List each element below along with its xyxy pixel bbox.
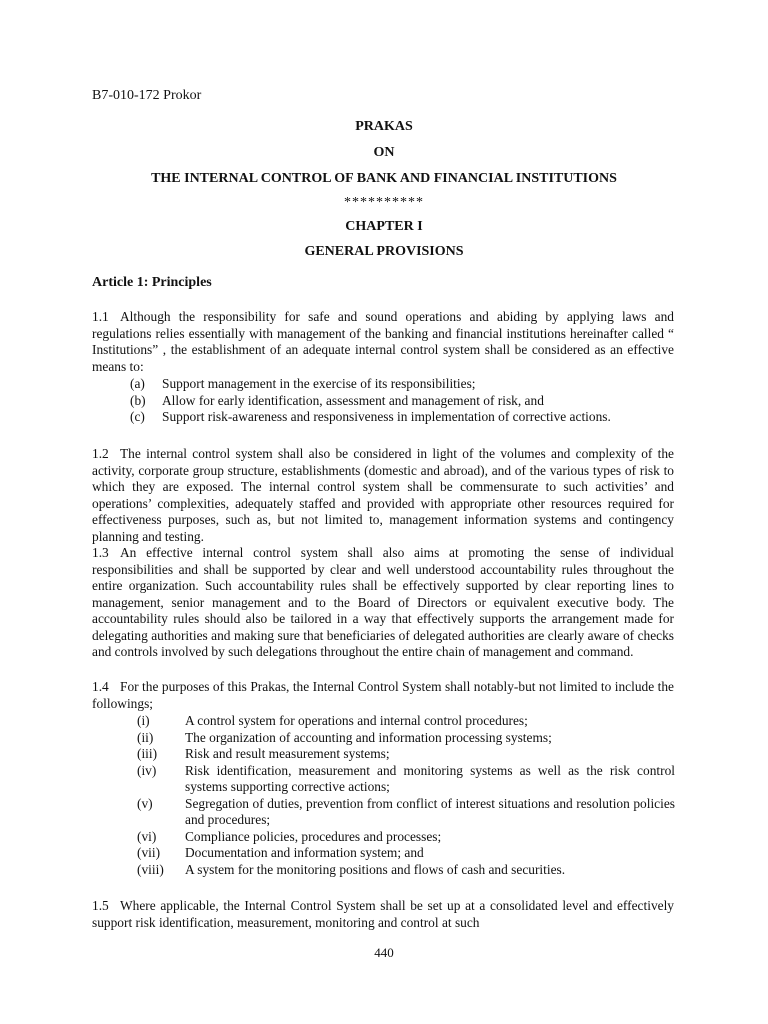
paragraph-1-2 <box>92 446 674 545</box>
list-marker: (b) <box>130 392 146 408</box>
list-item <box>0 713 675 730</box>
list-marker: (vi) <box>137 828 157 844</box>
list-item-text: Support management in the exercise of its responsibilities; <box>162 376 476 391</box>
list-marker: (c) <box>130 409 145 424</box>
list-item-text: Allow for early identification, assessment and management of risk, and <box>162 392 544 408</box>
list-item <box>0 376 682 393</box>
title-separator: ********** <box>344 195 424 210</box>
list-item-text: Support risk-awareness and responsiveness in implementation of corrective actions. <box>162 409 611 424</box>
title-subject: THE INTERNAL CONTROL OF BANK AND FINANCIAL INSTITUTIONS <box>151 171 617 186</box>
list-marker: (vii) <box>137 845 161 860</box>
list-marker: (a) <box>130 376 145 391</box>
list-marker: (ii) <box>137 729 154 745</box>
list-item-text: Segregation of duties, prevention from conflict of interest situations and resolution policies and procedures; <box>185 795 675 827</box>
paragraph-text: The internal control system shall also be considered in light of the volumes and complexity of the activity, corporate group structure, establishments (domestic and abroad), and of the various types of risk to which they are exposed. The internal control system shall be commensurate to such activities’ and operations’ complexities, adequately staffed and provided with appropriate other resources required for effectiveness purposes, such as, but not limited to, management information systems and contingency planning and testing. <box>92 446 674 544</box>
list-marker: (viii) <box>137 861 164 877</box>
page-number: 440 <box>374 945 394 960</box>
principles-list <box>0 376 768 426</box>
list-marker: (v) <box>137 795 153 811</box>
list-item-text: Compliance policies, procedures and processes; <box>185 828 442 844</box>
list-item-text: Risk and result measurement systems; <box>185 746 390 761</box>
paragraph-1-1 <box>92 309 674 375</box>
list-marker: (iii) <box>137 746 158 761</box>
list-item <box>0 862 675 879</box>
document-reference: B7-010-172 Prokor <box>92 88 202 103</box>
paragraph-text: Although the responsibility for safe and sound operations and abiding by applying laws and regulations relies essentially with management of the banking and financial institutions hereinafter called “ Institutions” , the establishment of an adequate internal control system shall be considered as an effective means to: <box>92 309 674 374</box>
list-item <box>0 845 675 862</box>
list-item <box>0 730 675 747</box>
list-item-text: A system for the monitoring positions and flows of cash and securities. <box>185 861 566 877</box>
list-item-text: The organization of accounting and information processing systems; <box>185 729 552 745</box>
list-item-text: Documentation and information system; and <box>185 845 424 860</box>
list-item-text: Risk identification, measurement and monitoring systems as well as the risk control systems supporting corrective actions; <box>185 762 675 794</box>
paragraph-number: 1.5 <box>92 898 109 913</box>
paragraph-1-4 <box>92 679 674 712</box>
list-item <box>0 393 682 410</box>
paragraph-number: 1.4 <box>92 679 109 694</box>
list-item-text: A control system for operations and internal control procedures; <box>185 713 528 728</box>
paragraph-text: An effective internal control system shall also aims at promoting the sense of individual responsibilities and shall be supported by clear and well understood accountability rules throughout the entire organization. Such accountability rules shall be effectively supported by clear reporting lines to management, senior management and to the Board of Directors or equivalent executive body. The accountability rules should also be tailored in a way that effectively supports the arrangement made for delegating authorities and making sure that beneficiaries of delegated authorities are clearly aware of checks and controls involved by such delegations throughout the entire chain of management and command. <box>92 545 674 659</box>
chapter-number: CHAPTER I <box>345 219 423 234</box>
article-1-title: Article 1: Principles <box>92 275 212 290</box>
paragraph-text: For the purposes of this Prakas, the Internal Control System shall notably-but not limited to include the followings; <box>92 679 674 711</box>
paragraph-1-3 <box>92 545 674 661</box>
list-marker: (iv) <box>137 762 157 778</box>
paragraph-1-5 <box>92 898 674 931</box>
internal-control-components-list <box>0 713 768 878</box>
list-marker: (i) <box>137 713 150 728</box>
paragraph-number: 1.1 <box>92 309 109 324</box>
paragraph-number: 1.2 <box>92 446 109 461</box>
title-prakas: PRAKAS <box>355 119 413 134</box>
list-item <box>0 796 675 829</box>
list-item <box>0 746 675 763</box>
list-item <box>0 409 682 426</box>
chapter-title: GENERAL PROVISIONS <box>304 244 464 259</box>
paragraph-text: Where applicable, the Internal Control System shall be set up at a consolidated level and effectively support risk identification, measurement, monitoring and control at such <box>92 898 674 930</box>
list-item <box>0 829 675 846</box>
paragraph-number: 1.3 <box>92 545 109 560</box>
list-item <box>0 763 675 796</box>
title-on: ON <box>373 145 395 160</box>
